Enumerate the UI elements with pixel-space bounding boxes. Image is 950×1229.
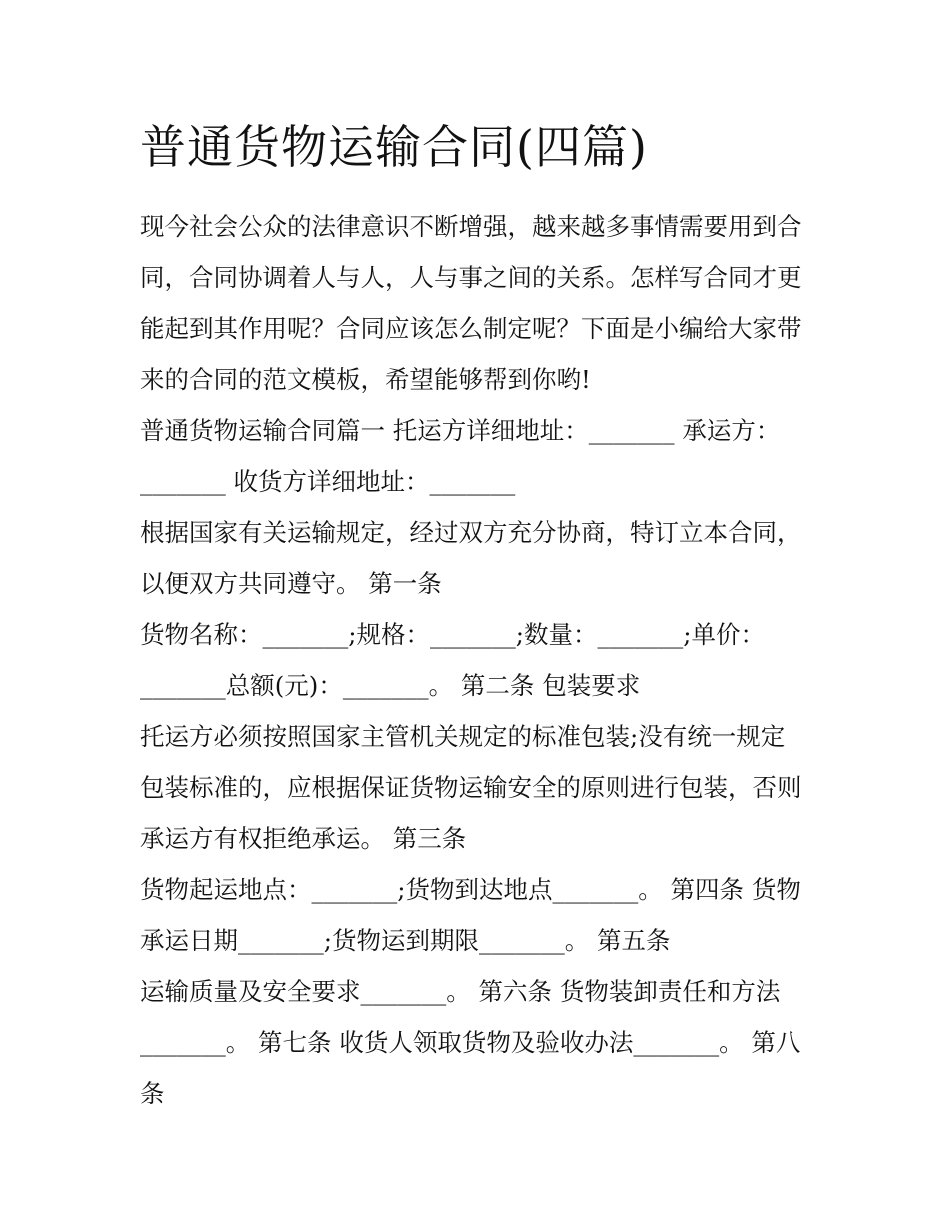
text-line: _______总额(元)：_______。 第二条 包装要求 [140, 671, 641, 700]
text-line: 普通货物运输合同篇一 托运方详细地址：_______ 承运方： [140, 416, 781, 445]
text-line: 包装标准的，应根据保证货物运输安全的原则进行包装，否则 [140, 773, 802, 802]
text-line: 现今社会公众的法律意识不断增强，越来越多事情需要用到合 [140, 212, 802, 241]
text-line: _______ 收货方详细地址：_______ [140, 467, 516, 496]
text-line: 条 [140, 1079, 165, 1108]
document-body [140, 201, 820, 1119]
text-line: 货物起运地点：_______;货物到达地点_______。 第四条 货物 [140, 875, 801, 904]
text-line: 货物名称：_______;规格：_______;数量：_______;单价： [140, 620, 766, 649]
text-line: 承运方有权拒绝承运。 第三条 [140, 824, 467, 853]
text-line: 根据国家有关运输规定，经过双方充分协商，特订立本合同， [140, 518, 802, 547]
text-line: 同，合同协调着人与人，人与事之间的关系。怎样写合同才更 [140, 263, 802, 292]
text-line: 托运方必须按照国家主管机关规定的标准包装;没有统一规定 [140, 722, 786, 751]
text-line: 以便双方共同遵守。 第一条 [140, 569, 442, 598]
text-line: 能起到其作用呢？合同应该怎么制定呢？下面是小编给大家带 [140, 314, 802, 343]
text-line: 运输质量及安全要求_______。 第六条 货物装卸责任和方法 [140, 977, 781, 1006]
document-title: 普通货物运输合同(四篇) [140, 120, 648, 174]
text-line: 来的合同的范文模板，希望能够帮到你哟! [140, 365, 591, 394]
text-line: _______。 第七条 收货人领取货物及验收办法_______。 第八 [140, 1028, 801, 1057]
text-line: 承运日期_______;货物运到期限_______。 第五条 [140, 926, 671, 955]
